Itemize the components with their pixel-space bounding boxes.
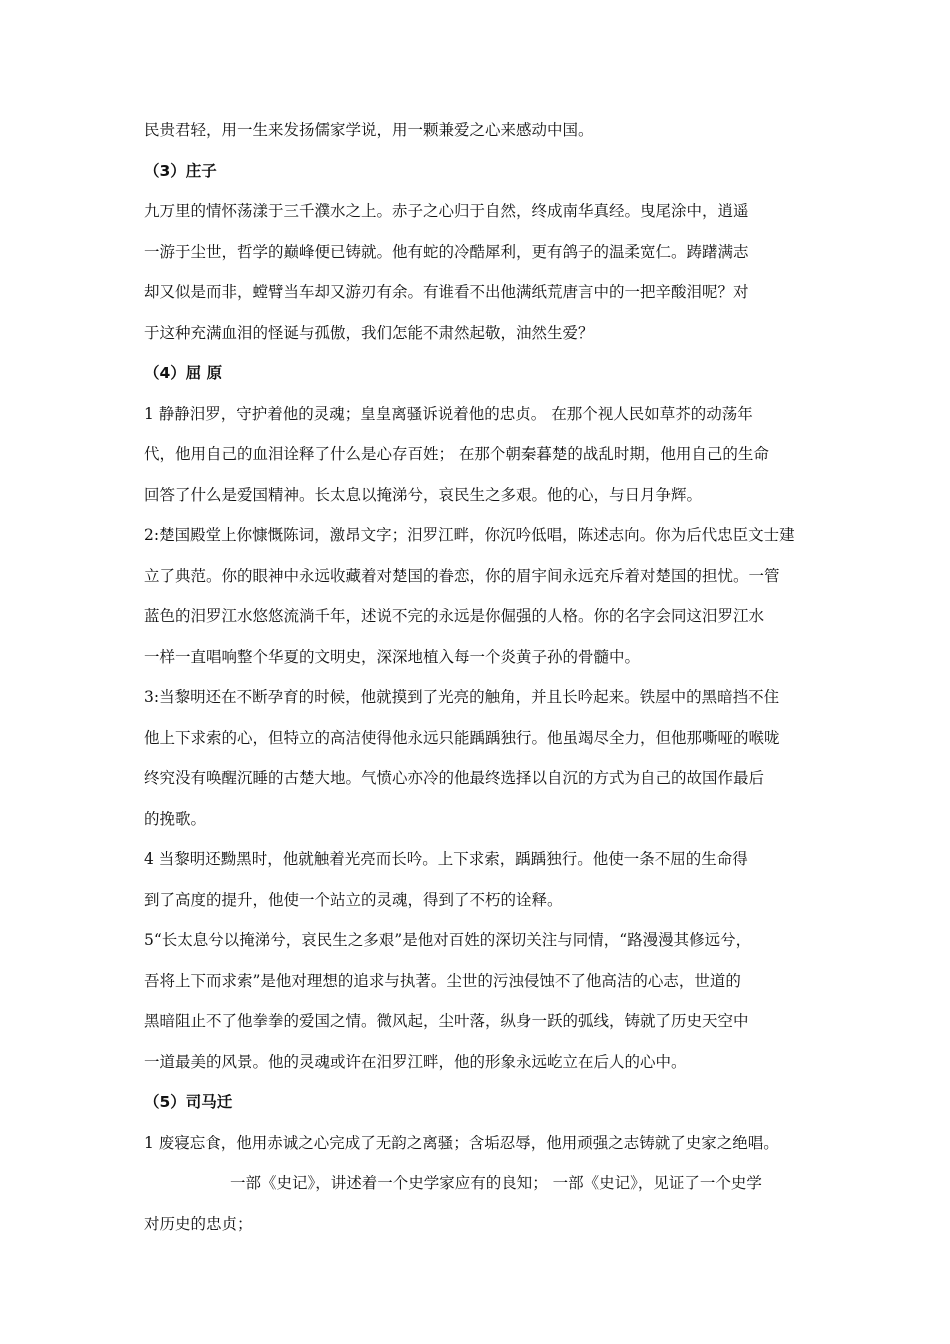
paragraph-line: 一道最美的风景。他的灵魂或许在汨罗江畔，他的形象永远屹立在后人的心中。 — [144, 1052, 687, 1071]
paragraph-line: 对历史的忠贞； — [144, 1214, 253, 1233]
paragraph-line: 九万里的情怀荡漾于三千濮水之上。赤子之心归于自然，终成南华真经。曳尾涂中，逍遥 — [144, 202, 749, 220]
paragraph-line: 民贵君轻，用一生来发扬儒家学说，用一颗兼爱之心来感动中国。 — [144, 121, 594, 139]
paragraph-line: 3:当黎明还在不断孕育的时候，他就摸到了光亮的触角，并且长吟起来。铁屋中的黑暗挡不住 — [144, 688, 780, 706]
document-page — [144, 110, 814, 1244]
paragraph-line: 到了高度的提升，他使一个站立的灵魂，得到了不朽的诠释。 — [144, 890, 563, 909]
section-heading-simaqian: （5）司马迁 — [144, 1093, 233, 1111]
paragraph-line: 回答了什么是爱国精神。长太息以掩涕兮，哀民生之多艰。他的心，与日月争辉。 — [144, 485, 703, 504]
paragraph-line: 5“长太息兮以掩涕兮，哀民生之多艰”是他对百姓的深切关注与同情，“路漫漫其修远兮， — [144, 931, 752, 949]
section-heading-quyuan: （4）屈 原 — [144, 364, 223, 382]
paragraph-line: 代，他用自己的血泪诠释了什么是心存百姓； 在那个朝秦暮楚的战乱时期，他用自己的生命 — [144, 445, 769, 463]
paragraph-line: 一部《史记》，讲述着一个史学家应有的良知； 一部《史记》，见证了一个史学 — [230, 1174, 762, 1192]
paragraph-line: 1 静静汨罗，守护着他的灵魂；皇皇离骚诉说着他的忠贞。 在那个视人民如草芥的动荡年 — [144, 404, 753, 423]
paragraph-line: 黑暗阻止不了他拳拳的爱国之情。微风起，尘叶落，纵身一跃的弧线，铸就了历史天空中 — [144, 1012, 749, 1030]
paragraph-line: 于这种充满血泪的怪诞与孤傲，我们怎能不肃然起敬，油然生爱？ — [144, 323, 594, 342]
paragraph-line: 立了典范。你的眼神中永远收藏着对楚国的眷恋，你的眉宇间永远充斥着对楚国的担忧。一管 — [144, 566, 780, 585]
paragraph-line: 却又似是而非，螳臂当车却又游刃有余。有谁看不出他满纸荒唐言中的一把辛酸泪呢？对 — [144, 283, 749, 301]
paragraph-line: 终究没有唤醒沉睡的古楚大地。气愤心亦冷的他最终选择以自沉的方式为自己的故国作最后 — [144, 769, 765, 787]
paragraph-line: 一样一直唱响整个华夏的文明史，深深地植入每一个炎黄子孙的骨髓中。 — [144, 647, 641, 666]
paragraph-line: 2:楚国殿堂上你慷慨陈词，激昂文字；汨罗江畔，你沉吟低唱，陈述志向。你为后代忠臣文士建 — [144, 526, 795, 544]
paragraph-line: 一游于尘世，哲学的巅峰便已铸就。他有蛇的冷酷犀利，更有鸽子的温柔宽仁。踌躇满志 — [144, 242, 749, 261]
paragraph-line: 4 当黎明还黝黑时，他就触着光亮而长吟。上下求索，踽踽独行。他使一条不屈的生命得 — [144, 850, 748, 868]
section-heading-zhuangzi: （3）庄子 — [144, 161, 217, 180]
paragraph-line: 的挽歌。 — [144, 809, 207, 828]
paragraph-line: 吾将上下而求索”是他对理想的追求与执著。尘世的污浊侵蚀不了他高洁的心志，世道的 — [144, 971, 741, 990]
paragraph-line: 1 废寝忘食，他用赤诚之心完成了无韵之离骚；含垢忍辱，他用顽强之志铸就了史家之绝唱。 — [144, 1133, 779, 1152]
paragraph-line: 他上下求索的心，但特立的高洁使得他永远只能踽踽独行。他虽竭尽全力，但他那嘶哑的喉咙 — [144, 728, 780, 747]
paragraph-line: 蓝色的汨罗江水悠悠流淌千年，述说不完的永远是你倔强的人格。你的名字会同这汨罗江水 — [144, 607, 765, 625]
